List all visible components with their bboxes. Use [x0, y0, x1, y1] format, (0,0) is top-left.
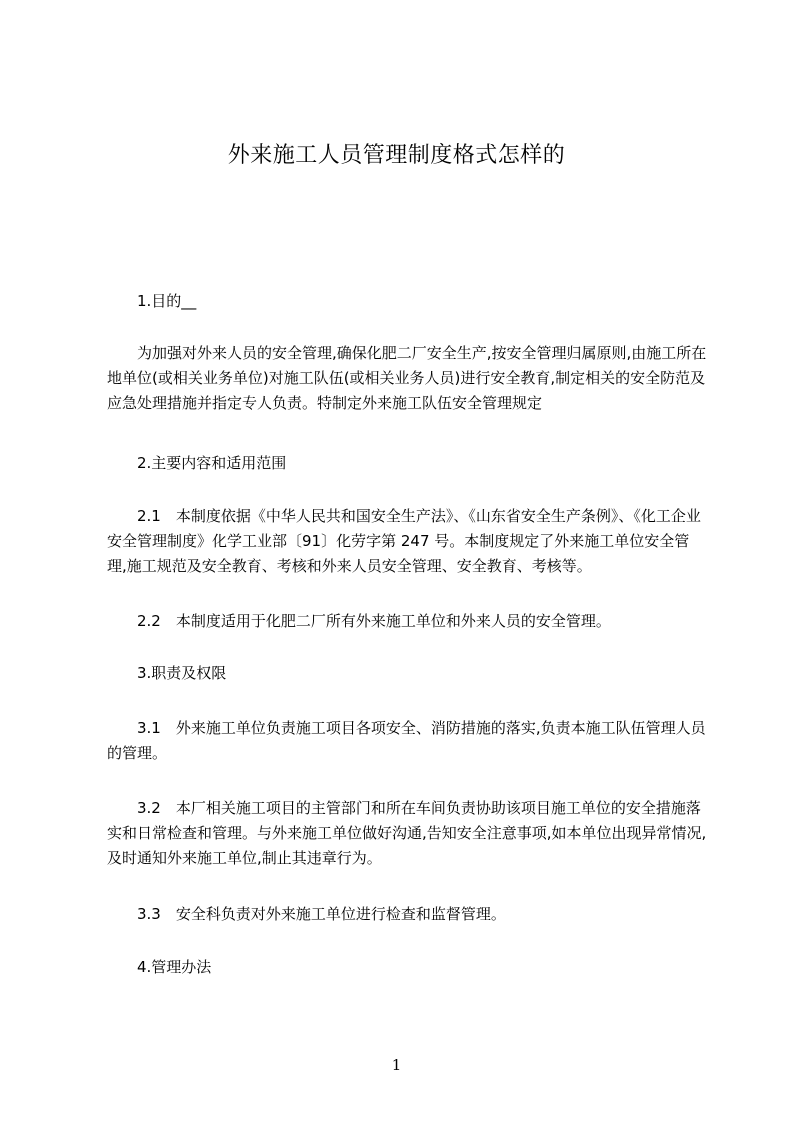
- document-title: 外来施工人员管理制度格式怎样的: [227, 143, 566, 168]
- paragraph-purpose: 为加强对外来人员的安全管理,确保化肥二厂安全生产,按安全管理归属原则,由施工所在地单位(或相关业务单位)对施工队伍(或相关业务人员)进行安全教育,制定相关的安全防范及应急处理措施并指定专人负责。特制定外来施工队伍安全管理规定: [107, 344, 707, 412]
- section-heading-scope: 2.主要内容和适用范围: [137, 454, 287, 472]
- paragraph-2-1: 2.1 本制度依据《中华人民共和国安全生产法》、《山东省安全生产条例》、《化工企业安全管理制度》化学工业部〔91〕化劳字第 247 号。本制度规定了外来施工单位安全管理,施工规范及安全教育、考核和外来人员安全管理、安全教育、考核等。: [107, 507, 701, 575]
- paragraph-3-3: 3.3 安全科负责对外来施工单位进行检查和监督管理。: [137, 905, 506, 923]
- section-heading-duties: 3.职责及权限: [137, 664, 227, 682]
- paragraph-2-2: 2.2 本制度适用于化肥二厂所有外来施工单位和外来人员的安全管理。: [137, 612, 611, 630]
- section-heading-management: 4.管理办法: [137, 958, 212, 976]
- section-heading-purpose: 1.目的__: [137, 292, 197, 310]
- paragraph-3-2: 3.2 本厂相关施工项目的主管部门和所在车间负责协助该项目施工单位的安全措施落实和日常检查和管理。与外来施工单位做好沟通,告知安全注意事项,如本单位出现异常情况,及时通知外来施工单位,制止其违章行为。: [107, 799, 707, 867]
- page-number: 1: [391, 1056, 402, 1074]
- paragraph-3-1: 3.1 外来施工单位负责施工项目各项安全、消防措施的落实,负责本施工队伍管理人员的管理。: [107, 719, 706, 762]
